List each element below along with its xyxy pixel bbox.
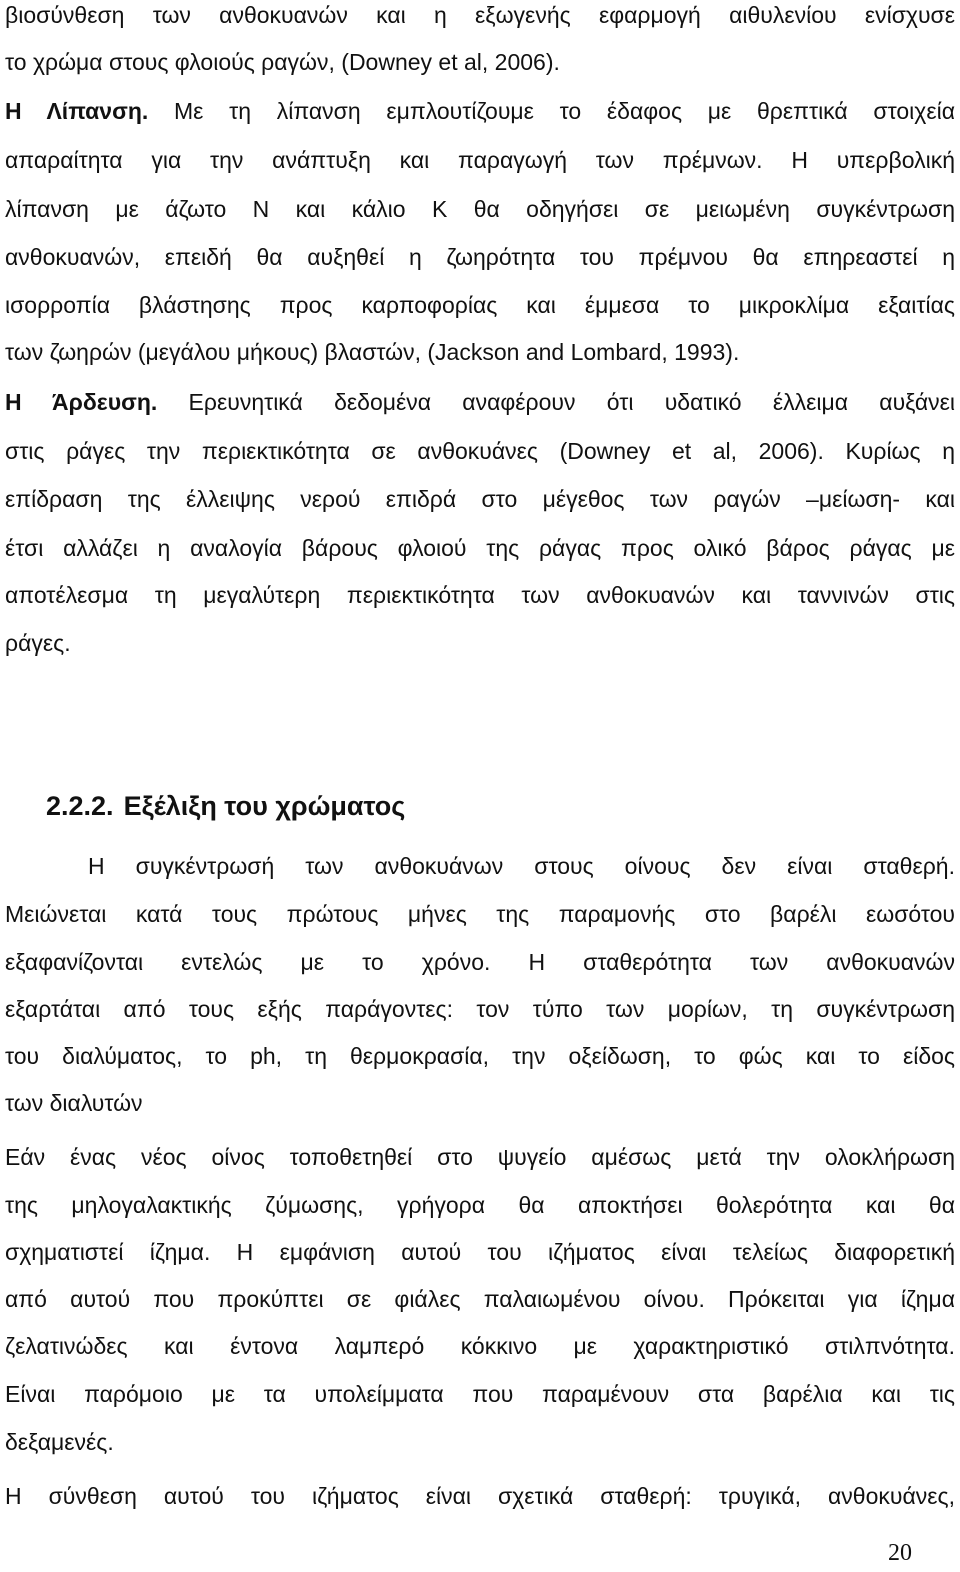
text-line: στις ράγες την περιεκτικότητα σε ανθοκυάνες (Downey et al, 2006). Κυρίως η <box>5 438 955 464</box>
irrigation-heading: Η Άρδευση. <box>5 389 158 415</box>
text-line: απαραίτητα για την ανάπτυξη και παραγωγή των πρέμνων. Η υπερβολική <box>5 147 955 173</box>
text-line: Η συγκέντρωσή των ανθοκυάνων στους οίνους δεν είναι σταθερή. <box>88 853 955 879</box>
text-line: εξαρτάται από τους εξής παράγοντες: τον τύπο των μορίων, τη συγκέντρωση <box>5 996 955 1022</box>
fertilization-heading: Η Λίπανση. <box>5 98 149 124</box>
text-line: της μηλογαλακτικής ζύμωσης, γρήγορα θα αποκτήσει θολερότητα και θα <box>5 1192 955 1218</box>
text-fragment: Ερευνητικά δεδομένα αναφέρουν ότι υδατικό έλλειμα αυξάνει <box>157 389 955 415</box>
text-line: ράγες. <box>5 630 71 656</box>
text-line: Μειώνεται κατά τους πρώτους μήνες της παραμονής στο βαρέλι εωσότου <box>5 901 955 927</box>
section-heading <box>46 788 405 824</box>
text-line: του διαλύματος, το ph, τη θερμοκρασία, την οξείδωση, το φώς και το είδος <box>5 1043 955 1069</box>
text-line: δεξαμενές. <box>5 1429 114 1455</box>
paragraph-fertilization-first-line <box>5 96 955 126</box>
text-line: ισορροπία βλάστησης προς καρποφορίας και έμμεσα το μικροκλίμα εξαιτίας <box>5 292 955 318</box>
text-line: ζελατινώδες και έντονα λαμπερό κόκκινο με χαρακτηριστικό στιλπνότητα. <box>5 1333 955 1359</box>
text-line: αποτέλεσμα τη μεγαλύτερη περιεκτικότητα των ανθοκυανών και ταννινών στις <box>5 582 955 608</box>
section-title: Εξέλιξη του χρώματος <box>123 791 406 821</box>
text-line: έτσι αλλάζει η αναλογία βάρους φλοιού της ράγας προς ολικό βάρος ράγας με <box>5 535 955 561</box>
text-line: λίπανση με άζωτο Ν και κάλιο Κ θα οδηγήσει σε μειωμένη συγκέντρωση <box>5 196 955 222</box>
page-number: 20 <box>888 1540 912 1566</box>
text-line: Εάν ένας νέος οίνος τοποθετηθεί στο ψυγείο αμέσως μετά την ολοκλήρωση <box>5 1144 955 1170</box>
text-line: εξαφανίζονται εντελώς με το χρόνο. Η σταθερότητα των ανθοκυανών <box>5 949 955 975</box>
text-line: επίδραση της έλλειψης νερού επιδρά στο μέγεθος των ραγών –μείωση- και <box>5 486 955 512</box>
text-line: σχηματιστεί ίζημα. Η εμφάνιση αυτού του ιζήματος είναι τελείως διαφορετική <box>5 1239 955 1265</box>
text-line: Η σύνθεση αυτού του ιζήματος είναι σχετικά σταθερή: τρυγικά, ανθοκυάνες, <box>5 1483 955 1509</box>
text-line: των ζωηρών (μεγάλου μήκους) βλαστών, (Jackson and Lombard, 1993). <box>5 339 740 365</box>
text-line: βιοσύνθεση των ανθοκυανών και η εξωγενής εφαρμογή αιθυλενίου ενίσχυσε <box>5 2 955 28</box>
text-line: των διαλυτών <box>5 1090 143 1116</box>
text-fragment: Με τη λίπανση εμπλουτίζουμε το έδαφος με θρεπτικά στοιχεία <box>148 98 955 124</box>
section-number: 2.2.2. <box>46 791 114 821</box>
text-line: Είναι παρόμοιο με τα υπολείμματα που παραμένουν στα βαρέλια και τις <box>5 1381 955 1407</box>
paragraph-irrigation-first-line <box>5 387 955 417</box>
text-line: το χρώμα στους φλοιούς ραγών, (Downey et al, 2006). <box>5 49 560 75</box>
text-line: από αυτού που προκύπτει σε φιάλες παλαιωμένου οίνου. Πρόκειται για ίζημα <box>5 1286 955 1312</box>
text-line: ανθοκυανών, επειδή θα αυξηθεί η ζωηρότητα του πρέμνου θα επηρεαστεί η <box>5 244 955 270</box>
